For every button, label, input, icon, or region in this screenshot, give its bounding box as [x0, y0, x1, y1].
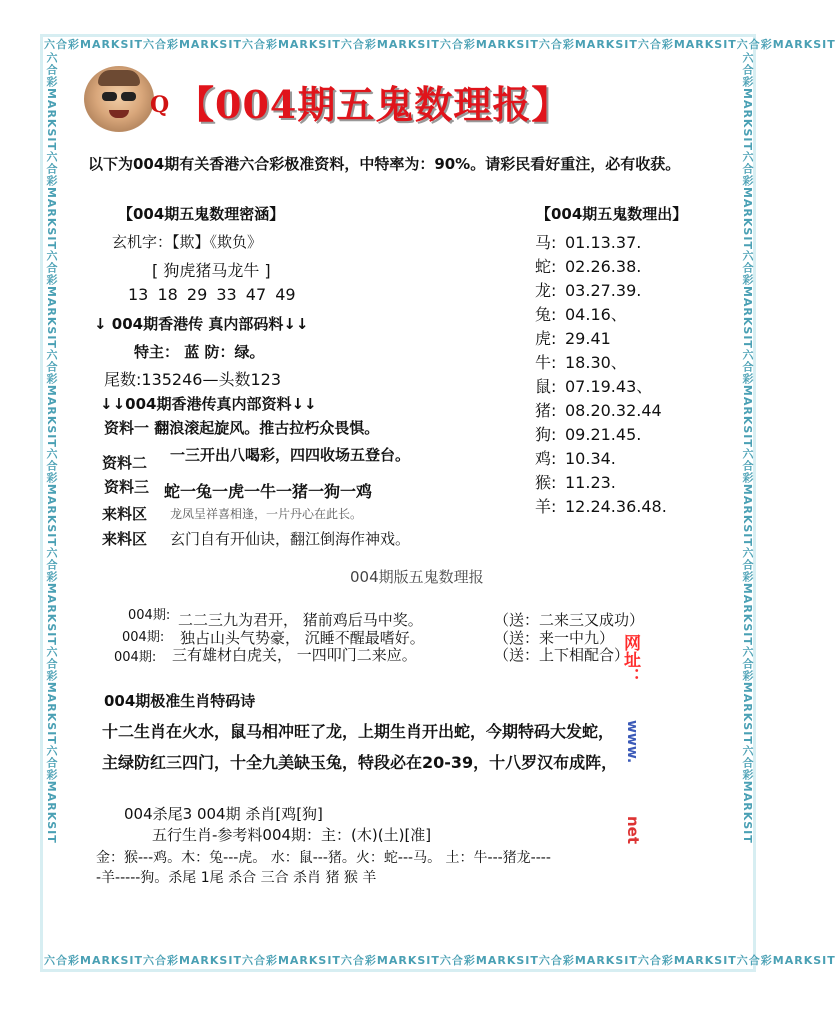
- portrait-image: [84, 66, 154, 132]
- page-title: 【004期五鬼数理报】: [176, 82, 571, 127]
- portrait-smile: [109, 110, 129, 118]
- watermark-bottom: 六合彩MARKSIT六合彩MARKSIT六合彩MARKSIT六合彩MARKSIT六合彩MARKSIT六合彩MARKSIT六合彩MARKSIT六合彩MARKSIT: [44, 954, 836, 967]
- xuanji-text: 玄机字：【欺】《欺负》: [112, 233, 263, 251]
- ziliao2-label: 资料二: [102, 454, 148, 472]
- zodiac-row: 鼠: 07.19.43、: [535, 377, 653, 396]
- url-net-vertical: net: [624, 816, 642, 845]
- ziliao2-text: 一三开出八喝彩，四四收场五登台。: [170, 446, 411, 464]
- poem-line-2: 主绿防红三四门，十全九美缺玉兔，特段必在20-39，十八罗汉布成阵，: [102, 753, 618, 772]
- prophecy-label-2: 004期:: [122, 630, 165, 645]
- laili2-text: 玄门自有开仙诀，翻江倒海作神戏。: [170, 530, 411, 548]
- element-pairs-text: 金：猴---鸡。木：兔---虎。 水：鼠---猪。火：蛇---马。 土：牛---猪龙----: [96, 850, 551, 866]
- zodiac-row: 龙: 03.27.39.: [535, 281, 642, 300]
- middle-subtitle: 004期版五鬼数理报: [350, 568, 484, 586]
- hk-code-title: ↓ 004期香港传 真内部码料↓↓: [94, 315, 309, 333]
- ziliao3-label: 资料三: [104, 478, 150, 496]
- zodiac-row: 兔: 04.16、: [535, 305, 627, 324]
- zodiac-row: 猴: 11.23.: [535, 473, 616, 492]
- zodiac-row: 马: 01.13.37.: [535, 233, 642, 252]
- prophecy-label-3: 004期:: [114, 650, 157, 665]
- poem-line-1: 十二生肖在火水，鼠马相冲旺了龙，上期生肖开出蛇，今期特码大发蛇，: [102, 722, 615, 741]
- kill-tail-text: -羊-----狗。杀尾 1尾 杀合 三合 杀肖 猪 猴 羊: [96, 870, 377, 886]
- watermark-top: 六合彩MARKSIT六合彩MARKSIT六合彩MARKSIT六合彩MARKSIT六合彩MARKSIT六合彩MARKSIT六合彩MARKSIT六合彩MARKSIT: [44, 38, 836, 51]
- ziliao1-text: 资料一 翻浪滚起旋风。推古拉朽众畏惧。: [104, 419, 380, 437]
- portrait-hair: [98, 70, 140, 86]
- prophecy-send-1: （送：二来三又成功）: [494, 611, 645, 629]
- prophecy-send-2: （送：来一中九）: [494, 629, 615, 647]
- left-section-title: 【004期五鬼数理密涵】: [118, 205, 285, 223]
- numbers-list: 13 18 29 33 47 49: [128, 285, 296, 304]
- zodiac-row: 鸡: 10.34.: [535, 449, 616, 468]
- laili1-label: 来料区: [102, 505, 148, 523]
- zodiac-row: 牛: 18.30、: [535, 353, 627, 372]
- prophecy-text-3: 三有雄材白虎关， 一四叩门二来应。: [172, 646, 417, 664]
- zodiac-row: 狗: 09.21.45.: [535, 425, 642, 444]
- url-label-vertical: 网址：: [620, 634, 640, 685]
- shawei-text: 004杀尾3 004期 杀肖[鸡[狗]: [124, 805, 323, 823]
- wuxing-text: 五行生肖-参考料004期：主：(木)(土)[准]: [152, 826, 432, 844]
- header-letter: Q: [150, 92, 170, 118]
- prophecy-label-1: 004期:: [128, 608, 171, 623]
- hk-data-title: ↓↓004期香港传真内部资料↓↓: [100, 395, 317, 413]
- watermark-left: 六合彩MARKSIT六合彩MARKSIT六合彩MARKSIT六合彩MARKSIT六合彩MARKSIT六合彩MARKSIT六合彩MARKSIT六合彩MARKSIT: [45, 52, 58, 844]
- watermark-right: 六合彩MARKSIT六合彩MARKSIT六合彩MARKSIT六合彩MARKSIT六合彩MARKSIT六合彩MARKSIT六合彩MARKSIT六合彩MARKSIT: [741, 52, 754, 844]
- prophecy-send-3: （送：上下相配合）: [494, 646, 630, 664]
- intro-text: 以下为004期有关香港六合彩极准资料，中特率为：90%。请彩民看好重注，必有收获。: [88, 155, 681, 173]
- zodiac-row: 蛇: 02.26.38.: [535, 257, 642, 276]
- url-www-vertical: www.: [624, 720, 640, 764]
- laili2-label: 来料区: [102, 530, 148, 548]
- animals-list: [ 狗虎猪马龙牛 ]: [152, 261, 271, 280]
- zodiac-row: 羊: 12.24.36.48.: [535, 497, 667, 516]
- portrait-glasses-right: [121, 92, 136, 101]
- zodiac-row: 虎: 29.41: [535, 329, 611, 348]
- weishu-text: 尾数:135246—头数123: [104, 370, 282, 389]
- zodiac-row: 猪: 08.20.32.44: [535, 401, 662, 420]
- prophecy-text-1: 二二三九为君开， 猪前鸡后马中奖。: [178, 611, 423, 629]
- laili1-text: 龙凤呈祥喜相逢，一片丹心在此长。: [170, 507, 363, 521]
- ziliao3-text: 蛇一兔一虎一牛一猪一狗一鸡: [164, 482, 373, 501]
- poem-title: 004期极准生肖特码诗: [104, 692, 256, 710]
- right-section-title: 【004期五鬼数理出】: [536, 205, 688, 223]
- portrait-glasses-left: [102, 92, 117, 101]
- prophecy-text-2: 独占山头气势豪， 沉睡不醒最嗜好。: [180, 629, 425, 647]
- tezhu-text: 特主： 蓝 防：绿。: [134, 343, 265, 361]
